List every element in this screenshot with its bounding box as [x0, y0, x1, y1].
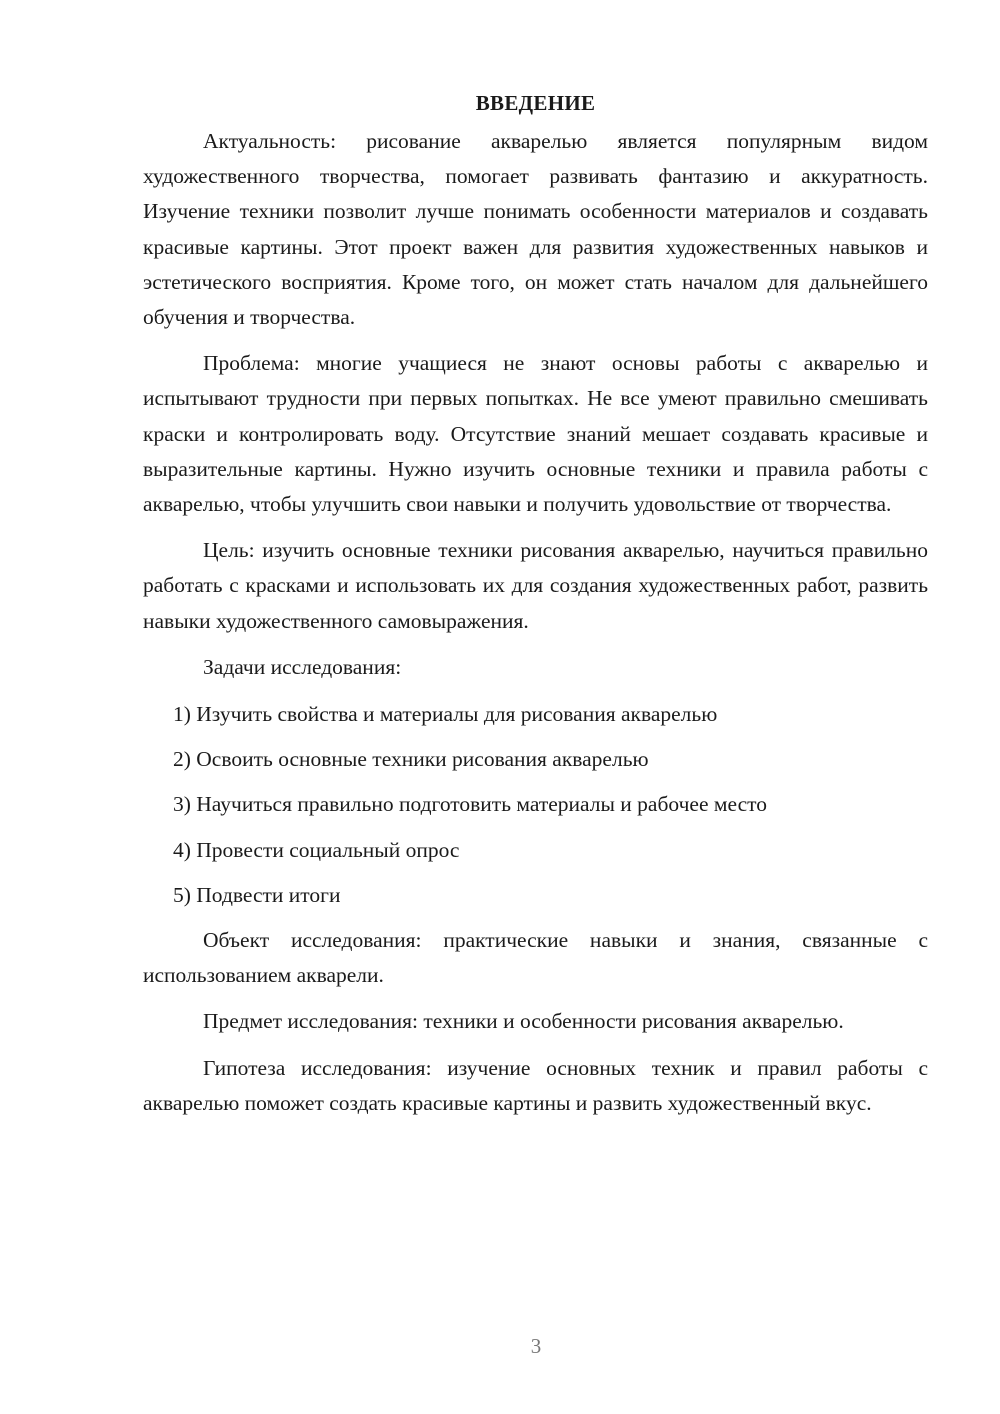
paragraph-subject: Предмет исследования: техники и особенности рисования акварелью. [203, 1009, 844, 1034]
tasks-heading: Задачи исследования: [203, 654, 402, 679]
paragraph-problem: Проблема: многие учащиеся не знают основы работы с акварелью и испытывают трудности при первых попытках. Не все умеют правильно смешивать краски и контролировать воду. Отсутствие знаний мешает создавать красивые и выразительные картины. Нужно изучить основные техники и правила работы с акварелью, чтобы улучшить свои навыки и получить удовольствие от творчества. [143, 351, 928, 517]
list-item: 4) Провести социальный опрос [173, 837, 460, 862]
page-number: 3 [530, 1334, 542, 1358]
list-item: 1) Изучить свойства и материалы для рисования акварелью [173, 702, 718, 727]
paragraph-relevance: Актуальность: рисование акварелью является популярным видом художественного творчества, помогает развивать фантазию и аккуратность. Изучение техники позволит лучше понимать особенности материалов и создавать красивые картины. Этот проект важен для развития художественных навыков и эстетического восприятия. Кроме того, он может стать началом для дальнейшего обучения и творчества. [143, 129, 928, 330]
paragraph-goal: Цель: изучить основные техники рисования акварелью, научиться правильно работать с красками и использовать их для создания художественных работ, развить навыки художественного самовыражения. [143, 538, 928, 633]
list-item: 2) Освоить основные техники рисования акварелью [173, 747, 649, 772]
paragraph-hypothesis: Гипотеза исследования: изучение основных техник и правил работы с акварелью поможет создать красивые картины и развить художественный вкус. [143, 1055, 928, 1115]
document-page [143, 88, 928, 1132]
tasks-list [143, 697, 928, 913]
page-title: ВВЕДЕНИЕ [475, 91, 596, 115]
list-item: 3) Научиться правильно подготовить материалы и рабочее место [173, 792, 767, 817]
paragraph-object: Объект исследования: практические навыки и знания, связанные с использованием акварели. [143, 928, 928, 988]
list-item: 5) Подвести итоги [173, 882, 341, 907]
